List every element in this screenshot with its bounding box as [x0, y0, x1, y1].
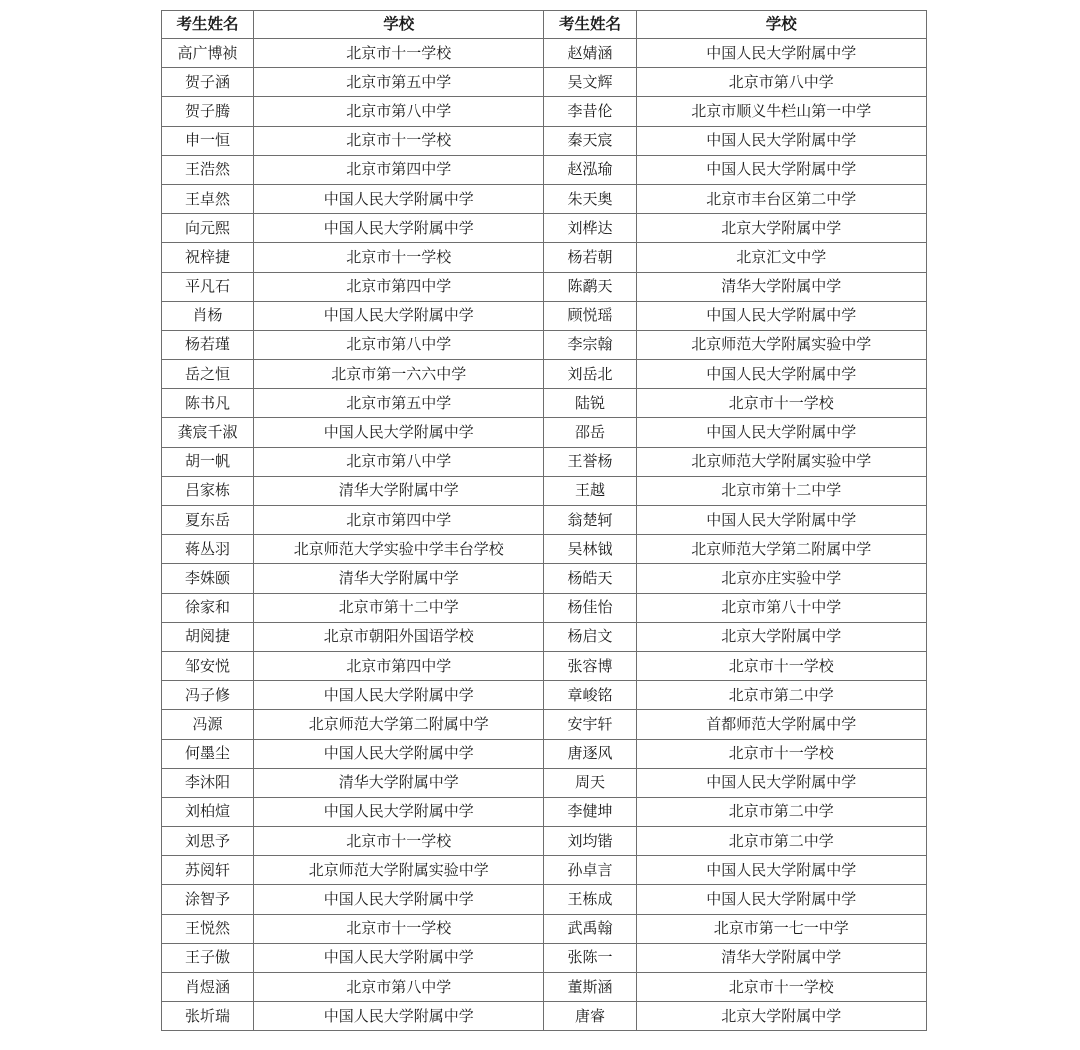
- right-school-cell: 中国人民大学附属中学: [636, 418, 926, 447]
- right-student-name-cell: 赵婧涵: [544, 39, 636, 68]
- left-student-name-cell: 杨若瑾: [162, 330, 254, 359]
- left-student-name-cell: 夏东岳: [162, 506, 254, 535]
- table-row: [162, 768, 927, 797]
- left-student-name-cell: 张圻瑞: [162, 1002, 254, 1031]
- table-row: [162, 710, 927, 739]
- right-school-cell: 北京市第一七一中学: [636, 914, 926, 943]
- left-school-cell: 北京师范大学第二附属中学: [254, 710, 544, 739]
- table-row: [162, 39, 927, 68]
- left-student-name-cell: 高广博祯: [162, 39, 254, 68]
- left-student-name-cell: 徐家和: [162, 593, 254, 622]
- left-school-cell: 北京市第四中学: [254, 651, 544, 680]
- right-school-cell: 中国人民大学附属中学: [636, 155, 926, 184]
- right-student-name-cell: 顾悦瑶: [544, 301, 636, 330]
- table-row: [162, 214, 927, 243]
- right-student-name-cell: 武禹翰: [544, 914, 636, 943]
- table-row: [162, 564, 927, 593]
- right-school-cell: 北京市顺义牛栏山第一中学: [636, 97, 926, 126]
- table-row: [162, 797, 927, 826]
- right-school-cell: 中国人民大学附属中学: [636, 856, 926, 885]
- table-row: [162, 476, 927, 505]
- table-row: [162, 184, 927, 213]
- left-student-name-cell: 祝梓捷: [162, 243, 254, 272]
- table-row: [162, 943, 927, 972]
- left-student-name-cell: 王悦然: [162, 914, 254, 943]
- left-student-name-cell: 吕家栋: [162, 476, 254, 505]
- right-student-name-cell: 杨若朝: [544, 243, 636, 272]
- right-school-cell: 北京大学附属中学: [636, 214, 926, 243]
- right-student-name-cell: 邵岳: [544, 418, 636, 447]
- right-student-name-cell: 杨启文: [544, 622, 636, 651]
- left-student-name-cell: 刘柏煊: [162, 797, 254, 826]
- left-school-cell: 北京市第八中学: [254, 330, 544, 359]
- right-school-cell: 中国人民大学附属中学: [636, 301, 926, 330]
- right-student-name-cell: 吴林钺: [544, 535, 636, 564]
- left-school-cell: 北京师范大学实验中学丰台学校: [254, 535, 544, 564]
- left-student-name-cell: 肖煜涵: [162, 973, 254, 1002]
- left-school-cell: 中国人民大学附属中学: [254, 214, 544, 243]
- right-school-cell: 北京市十一学校: [636, 739, 926, 768]
- left-school-cell: 中国人民大学附属中学: [254, 681, 544, 710]
- right-school-cell: 北京市丰台区第二中学: [636, 184, 926, 213]
- left-school-cell: 清华大学附属中学: [254, 476, 544, 505]
- left-student-name-cell: 龚宸千淑: [162, 418, 254, 447]
- left-student-name-cell: 李沐阳: [162, 768, 254, 797]
- right-school-cell: 北京市第八十中学: [636, 593, 926, 622]
- table-row: [162, 418, 927, 447]
- left-student-name-cell: 胡阅捷: [162, 622, 254, 651]
- right-student-name-cell: 张容博: [544, 651, 636, 680]
- right-student-name-cell: 周天: [544, 768, 636, 797]
- table-row: [162, 389, 927, 418]
- table-row: [162, 593, 927, 622]
- table-row: [162, 681, 927, 710]
- left-school-cell: 北京市十一学校: [254, 827, 544, 856]
- table-row: [162, 126, 927, 155]
- right-school-cell: 中国人民大学附属中学: [636, 126, 926, 155]
- table-row: [162, 885, 927, 914]
- table-row: [162, 360, 927, 389]
- table-row: [162, 330, 927, 359]
- left-student-name-cell: 岳之恒: [162, 360, 254, 389]
- right-student-name-cell: 唐逐风: [544, 739, 636, 768]
- left-school-cell: 中国人民大学附属中学: [254, 885, 544, 914]
- table-row: [162, 973, 927, 1002]
- left-student-name-cell: 刘思予: [162, 827, 254, 856]
- table-row: [162, 68, 927, 97]
- right-student-name-cell: 王越: [544, 476, 636, 505]
- left-school-cell: 北京市第四中学: [254, 506, 544, 535]
- right-school-cell: 中国人民大学附属中学: [636, 39, 926, 68]
- right-school-cell: 北京市十一学校: [636, 651, 926, 680]
- left-school-cell: 清华大学附属中学: [254, 564, 544, 593]
- right-school-cell: 清华大学附属中学: [636, 272, 926, 301]
- right-student-name-cell: 陈鹬天: [544, 272, 636, 301]
- table-row: [162, 301, 927, 330]
- right-school-cell: 北京亦庄实验中学: [636, 564, 926, 593]
- right-student-name-cell: 陆锐: [544, 389, 636, 418]
- right-student-name-cell: 刘桦达: [544, 214, 636, 243]
- right-school-cell: 北京师范大学附属实验中学: [636, 447, 926, 476]
- right-student-name-cell: 李宗翰: [544, 330, 636, 359]
- right-student-name-cell: 翁楚轲: [544, 506, 636, 535]
- right-student-name-cell: 吴文辉: [544, 68, 636, 97]
- right-school-cell: 北京市第二中学: [636, 827, 926, 856]
- left-school-cell: 北京市第十二中学: [254, 593, 544, 622]
- right-student-name-cell: 杨皓天: [544, 564, 636, 593]
- right-school-cell: 北京市第二中学: [636, 797, 926, 826]
- right-student-name-cell: 王誉杨: [544, 447, 636, 476]
- left-student-name-cell: 蒋丛羽: [162, 535, 254, 564]
- left-school-cell: 北京市第一六六中学: [254, 360, 544, 389]
- right-student-name-cell: 安宇轩: [544, 710, 636, 739]
- left-student-name-cell: 陈书凡: [162, 389, 254, 418]
- header-row: [162, 11, 927, 39]
- table-row: [162, 856, 927, 885]
- header-school-right: 学校: [636, 11, 926, 39]
- left-school-cell: 中国人民大学附属中学: [254, 943, 544, 972]
- left-school-cell: 北京市十一学校: [254, 39, 544, 68]
- left-school-cell: 中国人民大学附属中学: [254, 739, 544, 768]
- right-school-cell: 中国人民大学附属中学: [636, 768, 926, 797]
- right-student-name-cell: 唐睿: [544, 1002, 636, 1031]
- left-school-cell: 北京市第四中学: [254, 155, 544, 184]
- student-school-table: [161, 10, 927, 1031]
- right-school-cell: 北京大学附属中学: [636, 1002, 926, 1031]
- left-school-cell: 北京市朝阳外国语学校: [254, 622, 544, 651]
- right-school-cell: 清华大学附属中学: [636, 943, 926, 972]
- table-row: [162, 914, 927, 943]
- right-student-name-cell: 孙卓言: [544, 856, 636, 885]
- right-school-cell: 中国人民大学附属中学: [636, 885, 926, 914]
- right-school-cell: 北京市第二中学: [636, 681, 926, 710]
- left-student-name-cell: 申一恒: [162, 126, 254, 155]
- left-school-cell: 北京市第八中学: [254, 973, 544, 1002]
- left-student-name-cell: 平凡石: [162, 272, 254, 301]
- left-student-name-cell: 贺子腾: [162, 97, 254, 126]
- left-student-name-cell: 贺子涵: [162, 68, 254, 97]
- table-row: [162, 243, 927, 272]
- table-header: [162, 11, 927, 39]
- left-student-name-cell: 邹安悦: [162, 651, 254, 680]
- right-school-cell: 北京师范大学附属实验中学: [636, 330, 926, 359]
- left-school-cell: 清华大学附属中学: [254, 768, 544, 797]
- left-school-cell: 北京市十一学校: [254, 914, 544, 943]
- left-student-name-cell: 胡一帆: [162, 447, 254, 476]
- left-school-cell: 中国人民大学附属中学: [254, 418, 544, 447]
- left-school-cell: 中国人民大学附属中学: [254, 797, 544, 826]
- left-student-name-cell: 苏阅轩: [162, 856, 254, 885]
- left-school-cell: 北京师范大学附属实验中学: [254, 856, 544, 885]
- left-school-cell: 中国人民大学附属中学: [254, 1002, 544, 1031]
- table-row: [162, 1002, 927, 1031]
- right-school-cell: 中国人民大学附属中学: [636, 360, 926, 389]
- table-row: [162, 651, 927, 680]
- right-student-name-cell: 章峻铭: [544, 681, 636, 710]
- left-school-cell: 中国人民大学附属中学: [254, 301, 544, 330]
- left-school-cell: 北京市第八中学: [254, 447, 544, 476]
- left-school-cell: 北京市第五中学: [254, 68, 544, 97]
- header-student-name-left: 考生姓名: [162, 11, 254, 39]
- left-school-cell: 北京市十一学校: [254, 126, 544, 155]
- right-student-name-cell: 董斯涵: [544, 973, 636, 1002]
- left-student-name-cell: 王浩然: [162, 155, 254, 184]
- right-student-name-cell: 李昔伦: [544, 97, 636, 126]
- table-row: [162, 739, 927, 768]
- right-student-name-cell: 刘均锴: [544, 827, 636, 856]
- left-student-name-cell: 向元熙: [162, 214, 254, 243]
- left-student-name-cell: 冯源: [162, 710, 254, 739]
- table-row: [162, 622, 927, 651]
- right-student-name-cell: 王栋成: [544, 885, 636, 914]
- right-school-cell: 首都师范大学附属中学: [636, 710, 926, 739]
- right-student-name-cell: 赵泓瑜: [544, 155, 636, 184]
- table-row: [162, 506, 927, 535]
- table-row: [162, 155, 927, 184]
- right-student-name-cell: 杨佳怡: [544, 593, 636, 622]
- left-school-cell: 北京市十一学校: [254, 243, 544, 272]
- left-school-cell: 北京市第八中学: [254, 97, 544, 126]
- left-student-name-cell: 肖杨: [162, 301, 254, 330]
- table-body: [162, 39, 927, 1031]
- right-school-cell: 北京师范大学第二附属中学: [636, 535, 926, 564]
- left-student-name-cell: 王卓然: [162, 184, 254, 213]
- right-school-cell: 北京市十一学校: [636, 389, 926, 418]
- left-school-cell: 北京市第五中学: [254, 389, 544, 418]
- right-school-cell: 北京市十一学校: [636, 973, 926, 1002]
- right-student-name-cell: 秦天宸: [544, 126, 636, 155]
- left-student-name-cell: 何墨尘: [162, 739, 254, 768]
- left-school-cell: 北京市第四中学: [254, 272, 544, 301]
- right-school-cell: 北京大学附属中学: [636, 622, 926, 651]
- left-student-name-cell: 李姝颐: [162, 564, 254, 593]
- right-student-name-cell: 张陈一: [544, 943, 636, 972]
- right-school-cell: 北京市第十二中学: [636, 476, 926, 505]
- right-school-cell: 中国人民大学附属中学: [636, 506, 926, 535]
- left-student-name-cell: 王子傲: [162, 943, 254, 972]
- right-student-name-cell: 朱天奥: [544, 184, 636, 213]
- left-student-name-cell: 涂智予: [162, 885, 254, 914]
- table-row: [162, 272, 927, 301]
- left-school-cell: 中国人民大学附属中学: [254, 184, 544, 213]
- table-row: [162, 97, 927, 126]
- header-school-left: 学校: [254, 11, 544, 39]
- right-school-cell: 北京市第八中学: [636, 68, 926, 97]
- left-student-name-cell: 冯子修: [162, 681, 254, 710]
- right-school-cell: 北京汇文中学: [636, 243, 926, 272]
- right-student-name-cell: 李健坤: [544, 797, 636, 826]
- header-student-name-right: 考生姓名: [544, 11, 636, 39]
- results-table-container: [161, 10, 927, 1031]
- table-row: [162, 535, 927, 564]
- table-row: [162, 827, 927, 856]
- right-student-name-cell: 刘岳北: [544, 360, 636, 389]
- table-row: [162, 447, 927, 476]
